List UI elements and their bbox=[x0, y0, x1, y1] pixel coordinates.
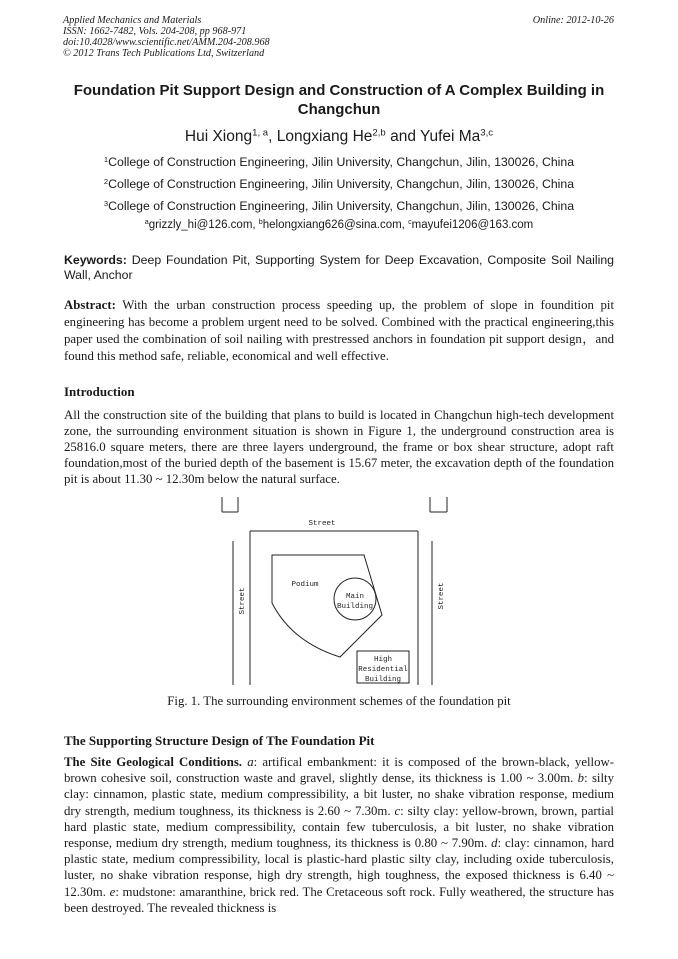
doi-line[interactable]: doi:10.4028/www.scientific.net/AMM.204-208.968 bbox=[63, 37, 270, 48]
email-sup: b bbox=[258, 218, 263, 227]
email-sup: a bbox=[144, 218, 149, 227]
author-separator: and bbox=[385, 128, 420, 145]
main-building-label: Main bbox=[345, 593, 365, 601]
affiliation-text: College of Construction Engineering, Jilin University, Changchun, Jilin, 130026, China bbox=[108, 177, 575, 191]
geology-paragraph bbox=[64, 754, 614, 916]
geology-subheading: The Site Geological Conditions. bbox=[64, 755, 243, 769]
author-sup: 1, a bbox=[252, 127, 269, 139]
online-date: Online: 2012-10-26 bbox=[532, 15, 614, 26]
layer-text: : silty clay: cinnamon, plastic state, medium compressibility, a bit luster, no shake vibration response, medium dry strength, medium toughness, its thickness is 2.60 ~ 7.30m. bbox=[64, 771, 614, 818]
layer-letter: b bbox=[577, 771, 585, 786]
street-label-top: Street bbox=[308, 520, 336, 528]
author-name: Longxiang He bbox=[276, 128, 373, 145]
author-name: Hui Xiong bbox=[184, 128, 253, 145]
layer-letter: d bbox=[491, 836, 498, 851]
author-separator: , bbox=[268, 128, 277, 145]
layer-letter: c bbox=[394, 803, 401, 818]
residential-label: Residential bbox=[358, 666, 408, 674]
podium-label: Podium bbox=[291, 581, 319, 589]
affiliation-sup: 3 bbox=[103, 198, 109, 208]
street-label-right: Street bbox=[438, 582, 446, 610]
issn-line: ISSN: 1662-7482, Vols. 204-208, pp 968-971 bbox=[63, 26, 247, 37]
street-label-left: Street bbox=[239, 587, 247, 615]
email-address[interactable]: mayufei1206@163.com bbox=[411, 219, 534, 231]
residential-label: High bbox=[373, 656, 393, 664]
affiliation-sup: 1 bbox=[103, 154, 109, 164]
abstract-text: With the urban construction process speeding up, the problem of slope in foundition pit engineering has become a problem urgent need to be solved. Combined with the practical engineering,this paper used the combination of soil nailing with prestressed anchors in foundation pit support design，and found this method safe, reliable, economical and well effective. bbox=[64, 298, 614, 363]
email-address[interactable]: grizzly_hi@126.com, bbox=[148, 219, 259, 231]
paper-title: Foundation Pit Support Design and Construction of A Complex Building in Changchun bbox=[73, 82, 605, 118]
residential-label: Building bbox=[364, 676, 402, 684]
author-sup: 2,b bbox=[372, 127, 386, 139]
abstract-label: Abstract: bbox=[64, 298, 116, 312]
affiliation-text: College of Construction Engineering, Jilin University, Changchun, Jilin, 130026, China bbox=[108, 199, 575, 213]
introduction-paragraph: All the construction site of the building that plans to build is located in Changchun high-tech development zone, the surrounding environment situation is shown in Figure 1, the underground construction area is 25816.0 square meters, there are three layers underground, the frame or box shear structure, adopt raft foundation,most of the buried depth of the basement is 15.67 meter, the excavation depth of the foundation pit is about 11.30 ~ 12.30m below the natural surface. bbox=[64, 408, 614, 486]
affiliation-text: College of Construction Engineering, Jilin University, Changchun, Jilin, 130026, China bbox=[108, 155, 575, 169]
section-heading-introduction: Introduction bbox=[64, 384, 135, 399]
layer-text: : artifical embankment: it is composed of the brown-black, yellow-brown cohesive soil, construction waste and gravel, slightly dense, its thickness is 1.00 ~ 3.00m. bbox=[64, 755, 615, 786]
main-building-label: Building bbox=[336, 603, 374, 611]
layer-text: : clay: cinnamon, hard plastic state, medium compressibility, local is plastic-hard plastic silty clay, including oxide tuberculosis, luster, no shake vibration response, high dry strength, high toughness, the exposed thickness is 6.40 ~ 12.30m. bbox=[64, 836, 614, 899]
layer-letter: e bbox=[109, 884, 116, 899]
email-sup: c bbox=[408, 218, 412, 227]
keywords-label: Keywords: bbox=[64, 253, 127, 267]
author-sup: 3,c bbox=[480, 127, 494, 139]
journal-name: Applied Mechanics and Materials bbox=[63, 15, 202, 26]
layer-text: : silty clay: yellow-brown, brown, partial hard plastic state, medium compressibility, contain few tuberculosis, a bit luster, no shake vibration response, medium dry strength, medium toughness, its thickness is 0.80 ~ 7.90m. bbox=[64, 803, 614, 851]
email-address[interactable]: helongxiang626@sina.com, bbox=[262, 219, 409, 231]
author-name: Yufei Ma bbox=[419, 128, 481, 145]
figure-caption: Fig. 1. The surrounding environment schemes of the foundation pit bbox=[167, 694, 511, 708]
section-heading-support-design: The Supporting Structure Design of The Foundation Pit bbox=[64, 733, 375, 748]
copyright-line: © 2012 Trans Tech Publications Ltd, Switzerland bbox=[63, 48, 265, 59]
layer-text: : mudstone: amaranthine, brick red. The Cretaceous soft rock. Fully weathered, the structure has been destroyed. The revealed thickness is bbox=[64, 884, 614, 915]
keywords-text: Deep Foundation Pit, Supporting System for Deep Excavation, Composite Soil Nailing Wall, Anchor bbox=[64, 253, 614, 282]
affiliation-sup: 2 bbox=[103, 176, 109, 186]
layer-letter: a bbox=[247, 755, 254, 769]
